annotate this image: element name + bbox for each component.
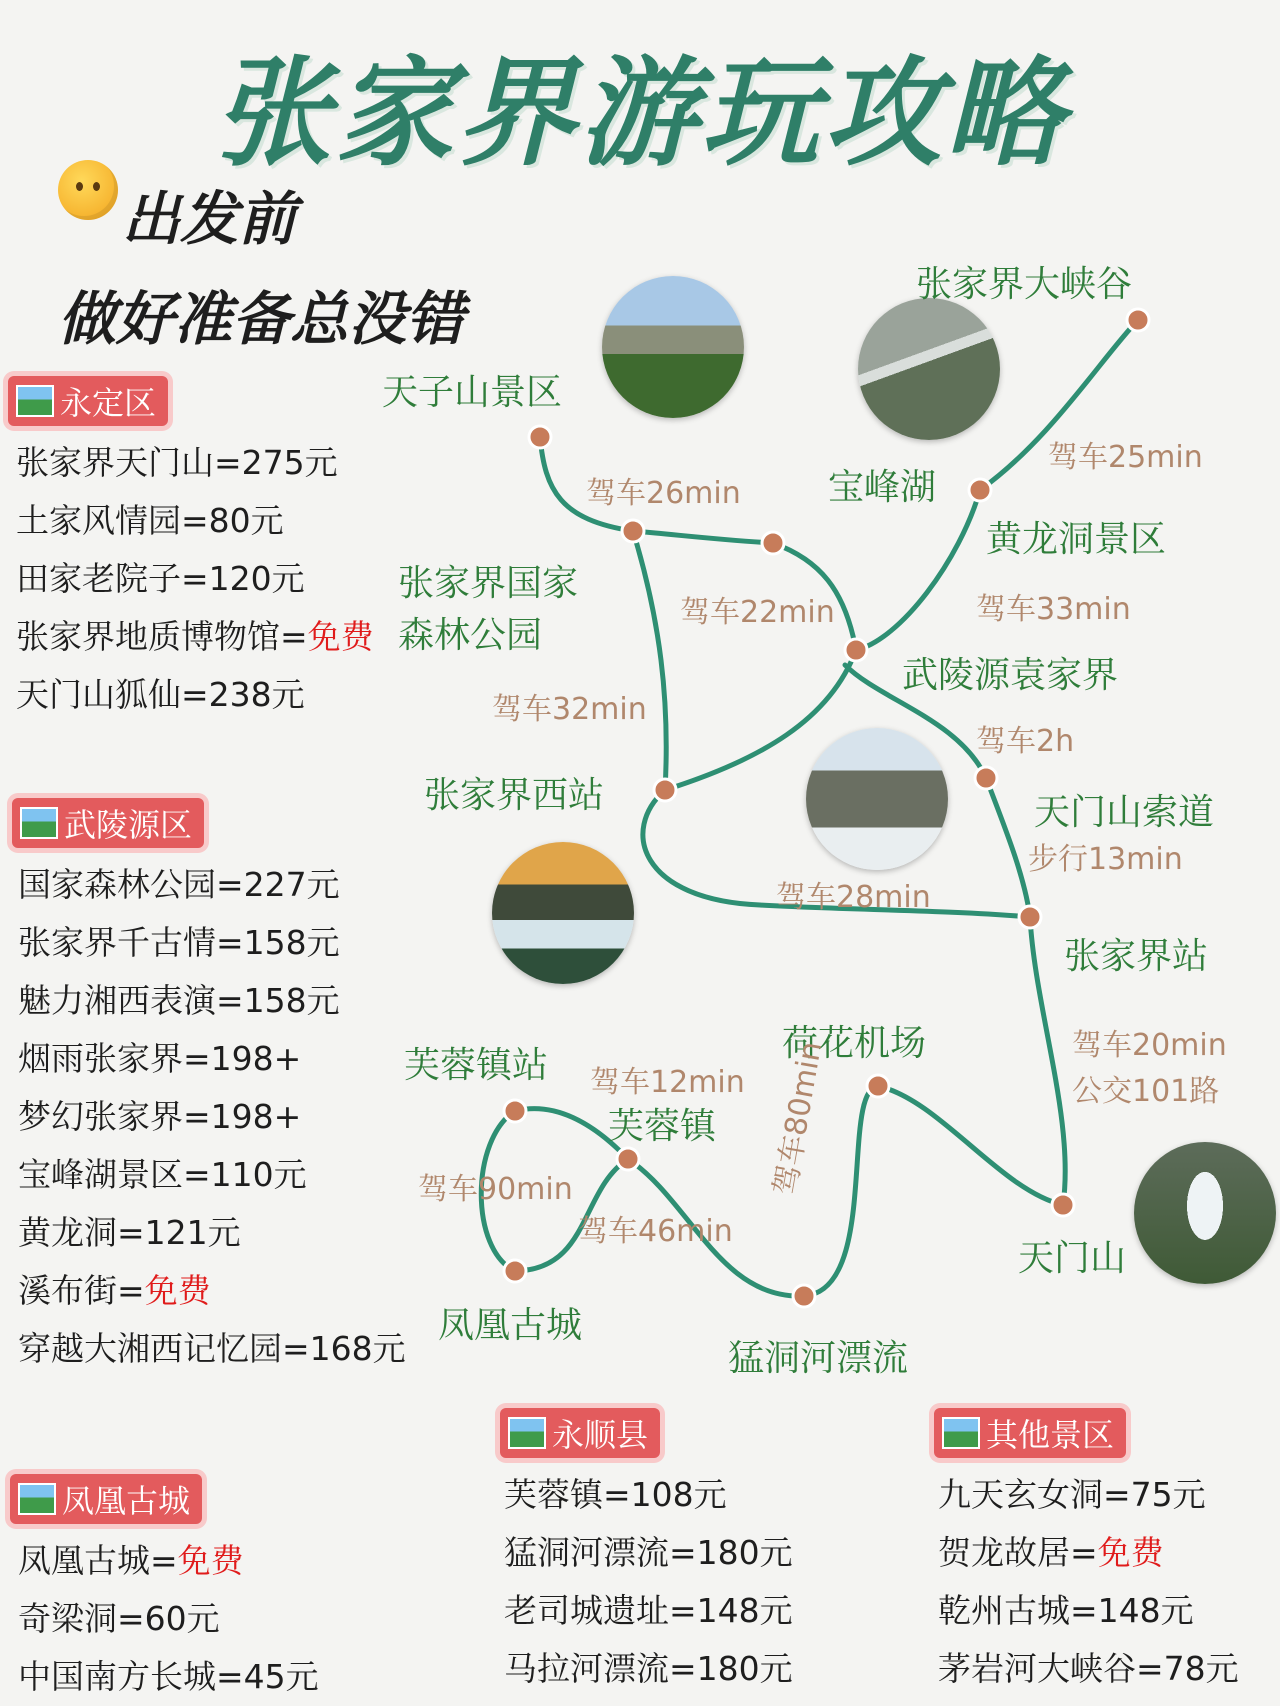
node-airport [867,1075,889,1097]
label-tianmen: 天门山 [1018,1238,1127,1279]
node-tianmen [1052,1194,1074,1216]
node-huanglong [969,479,991,501]
list-item: 乾州古城=148元 [938,1591,1194,1630]
node-wulingyuan [845,639,867,661]
tag-label: 武陵源区 [64,806,193,844]
landscape-picture-icon [18,1483,56,1515]
landscape-picture-icon [16,385,54,417]
tag-yongding [8,376,168,426]
tag-label: 其他景区 [986,1416,1115,1454]
label-fenghuang: 凤凰古城 [438,1305,583,1346]
misty-peaks-photo [806,728,948,870]
list-item: 土家风情园=80元 [16,501,284,540]
label-west-station: 张家界西站 [424,775,605,816]
route-forest-junction [633,531,773,543]
drive-cableway: 驾车2h [976,724,1075,759]
tag-label: 永定区 [60,384,157,422]
drive-canyon: 驾车25min [1048,440,1203,475]
node-tianzi [529,426,551,448]
drive-west: 驾车32min [492,692,647,727]
label-station: 张家界站 [1064,936,1209,977]
landscape-picture-icon [20,807,58,839]
landscape-picture-icon [508,1417,546,1449]
section-others [934,1408,1239,1698]
price-list [500,1466,793,1698]
label-forest-park-1: 张家界国家 [398,563,579,604]
label-airport: 荷花机场 [782,1023,927,1064]
drive-fenghuang: 驾车90min [418,1172,573,1207]
label-huanglong: 黄龙洞景区 [986,519,1167,560]
label-wulingyuan: 武陵源袁家界 [902,655,1119,696]
glass-bridge-photo [858,298,1000,440]
tag-wulingyuan [12,798,204,848]
list-item: 穿越大湘西记忆园=168元 [18,1329,406,1368]
drive-furong: 驾车12min [590,1065,745,1100]
label-tianzi: 天子山景区 [382,372,563,413]
label-furong-station: 芙蓉镇站 [404,1045,549,1086]
route-tianmen-airport [878,1086,1063,1205]
list-item: 溪布街=免费 [18,1271,211,1310]
section-yongding [8,376,374,724]
list-item: 张家界地质博物馆=免费 [16,617,374,656]
list-item: 猛洞河漂流=180元 [504,1533,793,1572]
page-title: 张家界游玩攻略 [212,44,1067,182]
subtitle-be-prepared: 做好准备总没错 [58,285,465,353]
node-west-station [654,779,676,801]
label-cableway: 天门山索道 [1034,792,1215,833]
tag-label: 永顺县 [552,1416,649,1454]
tag-yongshun [500,1408,660,1458]
list-item: 马拉河漂流=180元 [504,1649,793,1688]
list-item: 国家森林公园=227元 [18,865,340,904]
tianzi-mountain-photo [602,276,744,418]
price-list [10,1532,319,1706]
label-furong-town: 芙蓉镇 [608,1106,717,1147]
label-mengdong: 猛洞河漂流 [728,1338,909,1379]
list-item: 田家老院子=120元 [16,559,305,598]
drive-mengdong: 驾车46min [578,1214,733,1249]
route-forest-west [633,531,666,790]
list-item: 贺龙故居=免费 [938,1533,1164,1572]
drive-airport: 驾车80min [767,1038,830,1198]
label-forest-park-2: 森林公园 [398,615,543,656]
drive-huanglong: 驾车33min [976,592,1131,627]
list-item: 九天玄女洞=75元 [938,1475,1206,1514]
label-grand-canyon: 张家界大峡谷 [916,264,1133,305]
list-item: 烟雨张家界=198+ [18,1039,302,1078]
price-list [12,856,406,1378]
bus-tianmen: 公交101路 [1072,1074,1220,1109]
price-list [934,1466,1239,1698]
node-canyon [1127,309,1149,331]
list-item: 奇梁洞=60元 [18,1599,220,1638]
tag-fenghuang [10,1474,202,1524]
label-baofeng: 宝峰湖 [828,467,937,508]
list-item: 芙蓉镇=108元 [504,1475,727,1514]
landscape-picture-icon [942,1417,980,1449]
list-item: 黄龙洞=121元 [18,1213,241,1252]
drive-forest: 驾车22min [680,595,835,630]
node-junction [762,532,784,554]
list-item: 张家界天门山=275元 [16,443,338,482]
price-list [8,434,374,724]
node-mengdong [793,1285,815,1307]
node-station [1019,906,1041,928]
drive-tianmen: 驾车20min [1072,1028,1227,1063]
route-station-tianmen [1030,917,1065,1205]
route-cable-station [986,778,1030,917]
list-item: 宝峰湖景区=110元 [18,1155,307,1194]
list-item: 老司城遗址=148元 [504,1591,793,1630]
drive-tianzi: 驾车26min [586,476,741,511]
route-wulingyuan-huanglong [856,490,980,650]
node-forest-park [622,520,644,542]
list-item: 梦幻张家界=198+ [18,1097,302,1136]
walk-cableway: 步行13min [1028,842,1183,877]
list-item: 中国南方长城=45元 [18,1657,319,1696]
section-yongshun [500,1408,793,1698]
subtitle-before-departure: 出发前 [122,185,297,253]
node-fenghuang [504,1260,526,1282]
list-item: 张家界千古情=158元 [18,923,340,962]
node-furong-station [504,1100,526,1122]
drive-station: 驾车28min [776,880,931,915]
tianmen-cave-photo [1134,1142,1276,1284]
tag-others [934,1408,1126,1458]
waterfall-photo [492,842,634,984]
tag-label: 凤凰古城 [62,1482,191,1520]
node-cableway [975,767,997,789]
node-furong [617,1148,639,1170]
section-wulingyuan [12,798,406,1378]
list-item: 凤凰古城=免费 [18,1541,244,1580]
list-item: 天门山狐仙=238元 [16,675,305,714]
list-item: 魅力湘西表演=158元 [18,981,340,1020]
list-item: 茅岩河大峡谷=78元 [938,1649,1239,1688]
section-fenghuang [10,1474,319,1706]
